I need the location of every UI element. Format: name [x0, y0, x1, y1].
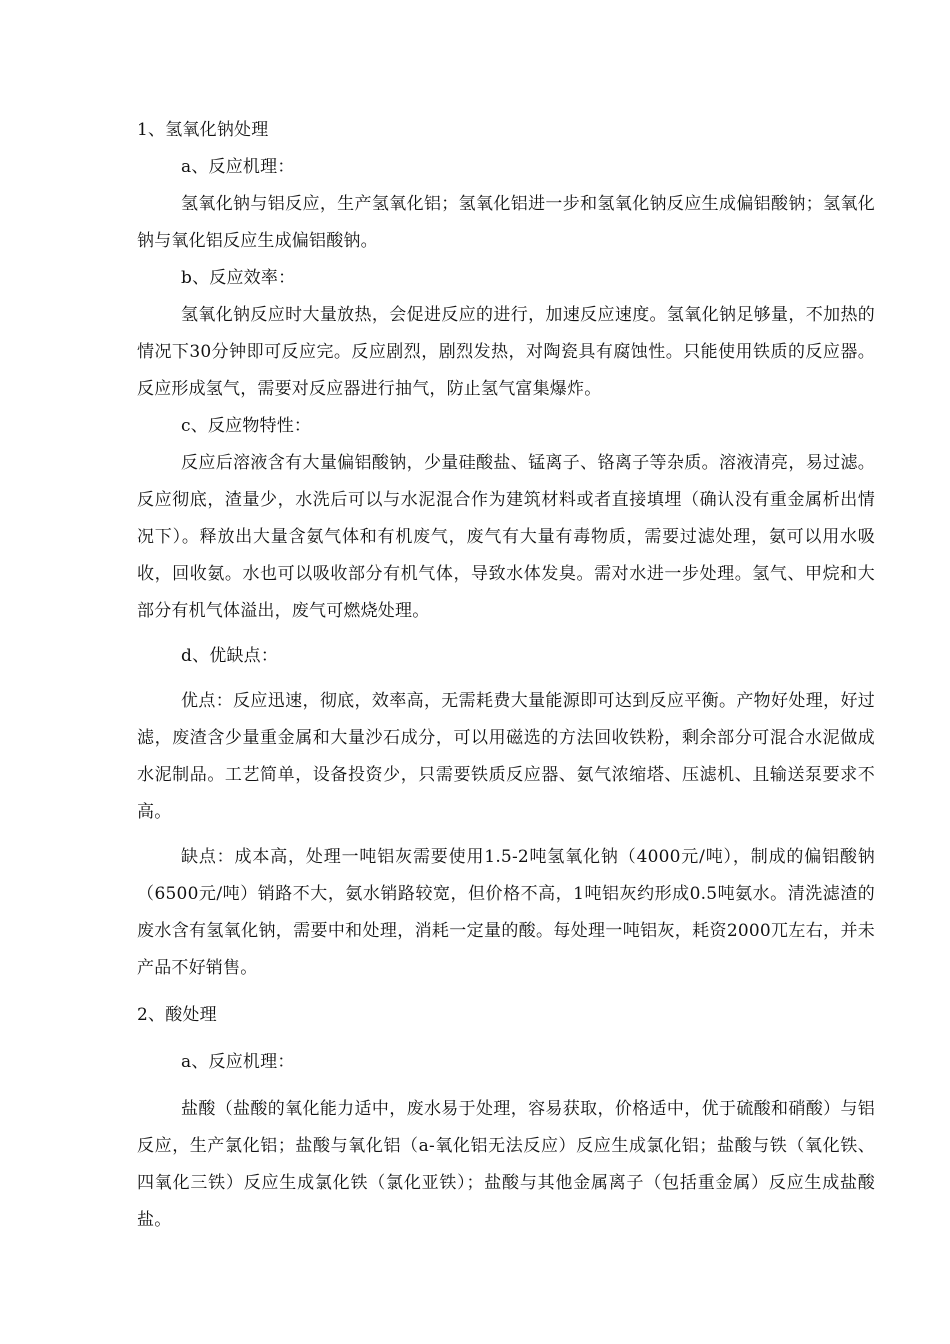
section-1c-label: c、反应物特性：	[181, 416, 312, 436]
section-1d-label: d、优缺点：	[181, 646, 279, 666]
section-1c-text: 反应后溶液含有大量偏铝酸钠，少量硅酸盐、锰离子、铬离子等杂质。溶液清亮，易过滤。反应彻底，渣量少，水洗后可以与水泥混合作为建筑材料或者直接填埋（确认没有重金属析出情况下）。释放出大量含氨气体和有机废气，废气有大量有毒物质，需要过滤处理，氨可以用水吸收，回收氨。水也可以吸收部分有机气体，导致水体发臭。需对水进一步处理。氢气、甲烷和大部分有机气体溢出，废气可燃烧处理。	[137, 453, 875, 621]
section-1b-label: b、反应效率：	[181, 268, 296, 288]
section-2-title: 2、酸处理	[137, 1005, 217, 1025]
section-1a-label: a、反应机理：	[181, 157, 295, 177]
section-1b-text: 氢氧化钠反应时大量放热，会促进反应的进行，加速反应速度。氢氧化钠足够量，不加热的情况下30分钟即可反应完。反应剧烈，剧烈发热，对陶瓷具有腐蚀性。只能使用铁质的反应器。反应形成氢气，需要对反应器进行抽气，防止氢气富集爆炸。	[137, 305, 875, 399]
section-1d-cons: 缺点：成本高，处理一吨铝灰需要使用1.5-2吨氢氧化钠（4000元/吨），制成的偏铝酸钠（6500元/吨）销路不大，氨水销路较宽，但价格不高，1吨铝灰约形成0.5吨氨水。清洗滤渣的废水含有氢氧化钠，需要中和处理，消耗一定量的酸。每处理一吨铝灰，耗资2000兀左右，并未产品不好销售。	[137, 847, 875, 978]
section-1a-text: 氢氧化钠与铝反应，生产氢氧化铝；氢氧化铝进一步和氢氧化钠反应生成偏铝酸钠；氢氧化钠与氧化铝反应生成偏铝酸钠。	[137, 194, 875, 251]
section-2a-text: 盐酸（盐酸的氧化能力适中，废水易于处理，容易获取，价格适中，优于硫酸和硝酸）与铝反应，生产氯化铝；盐酸与氧化铝（a-氧化铝无法反应）反应生成氯化铝；盐酸与铁（氧化铁、四氧化三铁）反应生成氯化铁（氯化亚铁）；盐酸与其他金属离子（包括重金属）反应生成盐酸盐。	[137, 1099, 875, 1230]
section-1d-pros: 优点：反应迅速，彻底，效率高，无需耗费大量能源即可达到反应平衡。产物好处理，好过滤，废渣含少量重金属和大量沙石成分，可以用磁选的方法回收铁粉，剩余部分可混合水泥做成水泥制品。工艺简单，设备投资少，只需要铁质反应器、氨气浓缩塔、压滤机、且输送泵要求不高。	[137, 691, 875, 822]
document-page	[137, 112, 875, 1239]
section-2a-label: a、反应机理：	[181, 1052, 295, 1072]
section-1-title: 1、氢氧化钠处理	[137, 120, 269, 140]
